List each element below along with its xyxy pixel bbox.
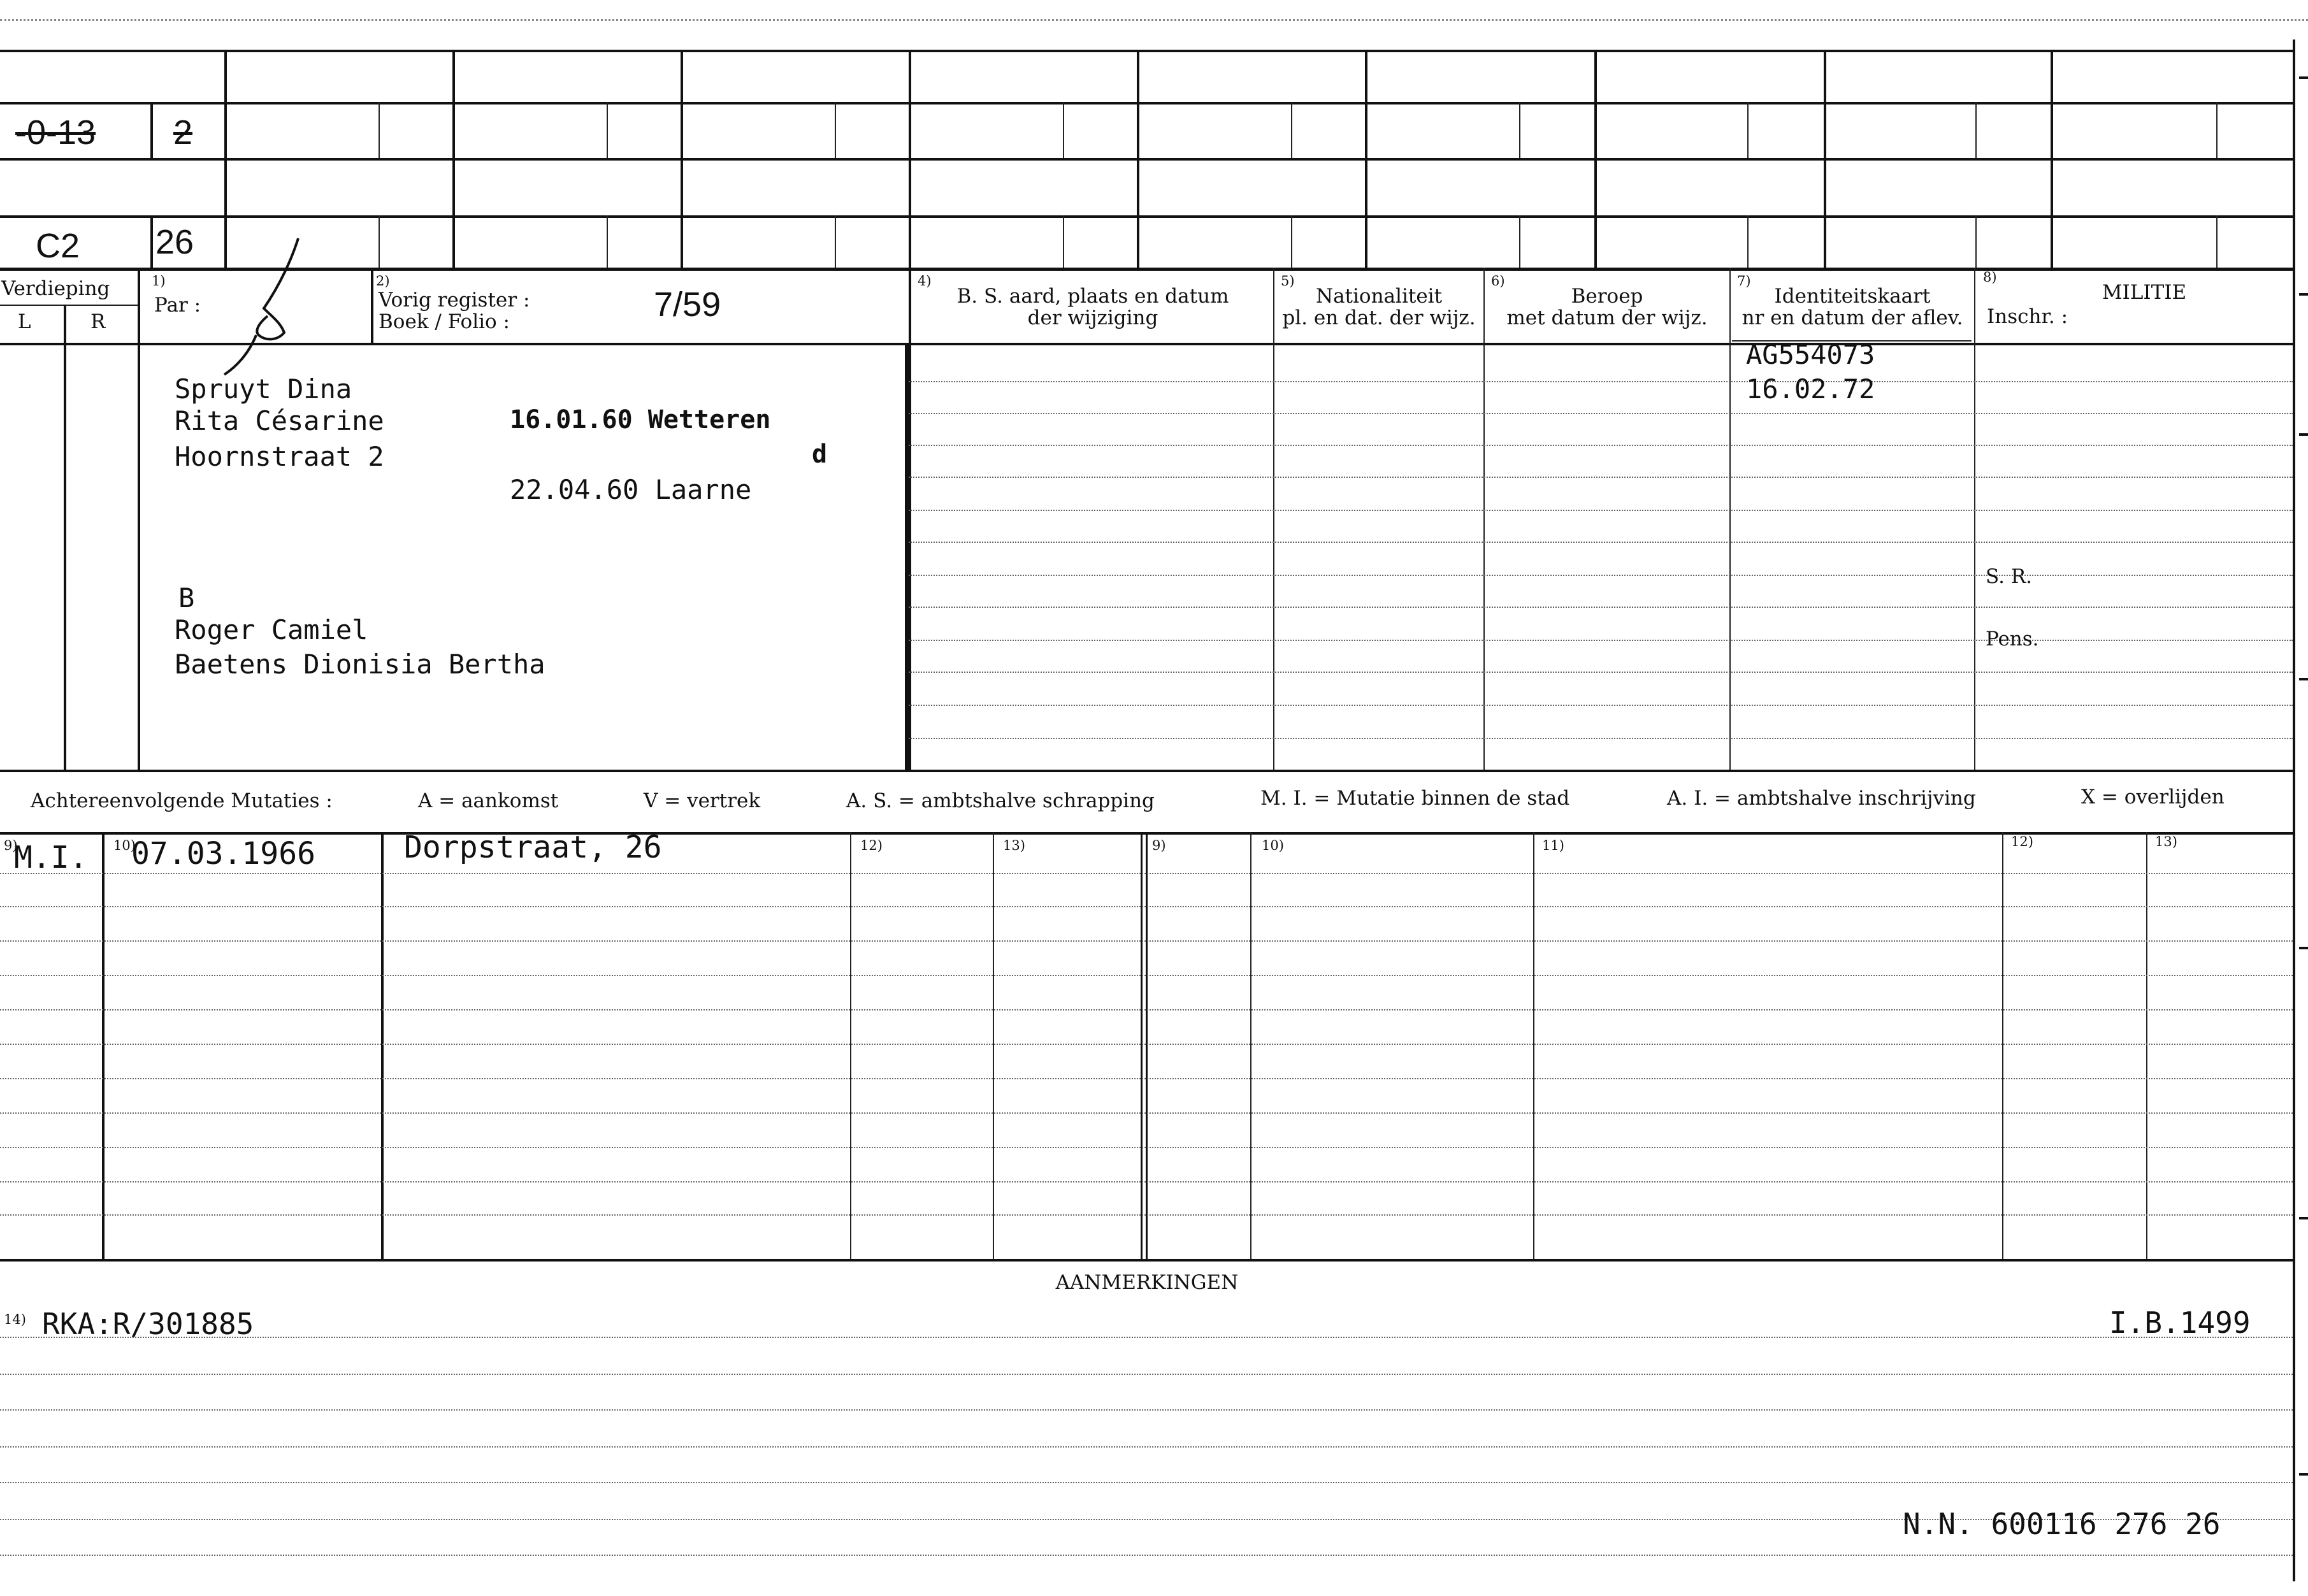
mut-ruled-line: [0, 1078, 2293, 1079]
grid-sub-vline: [2216, 215, 2218, 268]
edge-tick: [2299, 1217, 2308, 1219]
col7-label-2: nr en datum der aflev.: [1742, 306, 1963, 329]
grid-sub-vline: [1747, 215, 1749, 268]
mut-ruled-line: [0, 1214, 2293, 1216]
grid-line: [0, 50, 2294, 52]
grid-line: [0, 268, 2294, 271]
inschr-label: Inschr. :: [1987, 305, 2068, 328]
person-line-1: Spruyt Dina: [175, 373, 352, 405]
remarks-reference: RKA:R/301885: [42, 1307, 254, 1341]
right-border: [2293, 40, 2295, 1581]
verdieping-lr-divider: [64, 305, 66, 770]
edge-tick: [2299, 678, 2308, 680]
marker-d: d: [812, 440, 828, 469]
edge-tick: [2299, 947, 2308, 949]
legend-title: Achtereenvolgende Mutaties :: [31, 789, 333, 812]
col-vline: [1273, 268, 1274, 770]
grid-sub-vline: [835, 102, 836, 158]
col-vline: [138, 268, 140, 770]
mut-ruled-line: [0, 873, 2293, 874]
mut-vline: [1250, 832, 1251, 1259]
mutation-type: M.I.: [14, 840, 88, 875]
person-line-4: B: [178, 582, 195, 614]
ruled-line: [909, 607, 2293, 608]
person-line-3: Hoornstraat 2: [175, 441, 384, 472]
remarks-ruled-line: [0, 1337, 2293, 1338]
col5-number: 5): [1281, 273, 1295, 289]
col6-label-1: Beroep: [1571, 285, 1643, 308]
grid-sub-vline: [1747, 102, 1749, 158]
top-edge-line: [0, 19, 2308, 21]
legend-a: A = aankomst: [418, 789, 559, 812]
grid-sub-vline: [150, 215, 153, 268]
col-vline: [909, 268, 911, 770]
ruled-line: [909, 381, 2293, 382]
mut-vline: [850, 832, 851, 1259]
mut-col9b-number: 9): [1152, 838, 1166, 853]
ruled-line: [909, 413, 2293, 414]
mut-vline: [1533, 832, 1534, 1259]
mutation-address: Dorpstraat, 26: [404, 830, 662, 865]
col-vline: [1483, 268, 1485, 770]
mut-vline: [2146, 832, 2147, 1259]
grid-sub-vline: [1063, 102, 1064, 158]
remarks-number: 14): [4, 1312, 26, 1327]
grid-vline: [681, 50, 683, 268]
edge-tick: [2299, 433, 2308, 436]
grid-sub-vline: [1291, 102, 1292, 158]
mut-ruled-line: [0, 1147, 2293, 1148]
ruled-line: [909, 477, 2293, 478]
grid-vline: [452, 50, 455, 268]
mut-ruled-line: [0, 975, 2293, 976]
col5-label-1: Nationaliteit: [1315, 285, 1443, 308]
mut-ruled-line: [0, 1009, 2293, 1010]
col8-number: 8): [1983, 270, 1997, 285]
grid-sub-vline: [1519, 215, 1520, 268]
vorig-register-label: Vorig register :: [379, 289, 530, 312]
ruled-line: [909, 445, 2293, 446]
mut-col10b-number: 10): [1262, 838, 1284, 853]
grid-vline: [1824, 50, 1826, 268]
col-vline: [371, 268, 373, 343]
legend-as: A. S. = ambtshalve schrapping: [846, 789, 1155, 812]
remarks-ruled-line: [0, 1409, 2293, 1411]
remarks-right-code: I.B.1499: [2109, 1305, 2251, 1340]
old-block-number: -0-13: [15, 113, 96, 152]
col4-label-2: der wijziging: [1027, 306, 1158, 329]
legend-v: V = vertrek: [644, 789, 761, 812]
col6-label-2: met datum der wijz.: [1506, 306, 1708, 329]
ruled-line: [909, 510, 2293, 511]
legend-ai: A. I. = ambtshalve inschrijving: [1667, 787, 1976, 810]
legend-x: X = overlijden: [2081, 786, 2225, 809]
mut-ruled-line: [0, 1112, 2293, 1114]
mut-vline: [2002, 832, 2003, 1259]
grid-sub-vline: [150, 102, 153, 158]
ruled-line: [909, 738, 2293, 739]
mut-col13-number: 13): [1003, 838, 1025, 853]
header-bottom-line: [0, 343, 2294, 345]
grid-sub-vline: [1519, 102, 1520, 158]
grid-sub-vline: [835, 215, 836, 268]
mutation-date: 07.03.1966: [131, 836, 315, 872]
mut-vline: [1146, 832, 1148, 1259]
grid-sub-vline: [2216, 102, 2218, 158]
old-block-subnumber: 2: [173, 113, 193, 152]
second-date-place: 22.04.60 Laarne: [510, 474, 752, 505]
birth-date-place: 16.01.60 Wetteren: [510, 405, 771, 435]
verdieping-label: Verdieping: [1, 277, 110, 300]
mut-col12-number: 12): [860, 838, 883, 853]
grid-sub-vline: [607, 102, 608, 158]
verdieping-r-label: R: [90, 310, 106, 333]
grid-vline: [1365, 50, 1367, 268]
id-card-date: 16.02.72: [1746, 373, 1875, 405]
boek-folio-value: 7/59: [654, 285, 721, 324]
col1-number: 1): [152, 273, 166, 289]
mutation-bottom-line: [0, 1259, 2294, 1262]
mut-col12b-number: 12): [2011, 834, 2033, 849]
mut-col10-number: 10): [113, 838, 136, 853]
ruled-line: [909, 640, 2293, 641]
col5-label-2: pl. en dat. der wijz.: [1282, 306, 1476, 329]
grid-sub-vline: [379, 215, 380, 268]
mut-col9-number: 9): [4, 838, 18, 853]
ruled-line: [909, 672, 2293, 673]
pens-label: Pens.: [1986, 628, 2039, 651]
person-line-5: Roger Camiel: [175, 614, 368, 645]
edge-tick: [2299, 76, 2308, 79]
person-line-6: Baetens Dionisia Bertha: [175, 649, 545, 680]
col7-label-1: Identiteitskaart: [1774, 285, 1931, 308]
grid-vline: [1137, 50, 1139, 268]
remarks-ruled-line: [0, 1482, 2293, 1483]
grid-sub-vline: [1063, 215, 1064, 268]
par-handwritten-mark: [217, 233, 306, 392]
col-vline: [1974, 268, 1975, 770]
remarks-ruled-line: [0, 1446, 2293, 1448]
remarks-ruled-line: [0, 1555, 2293, 1556]
mut-vline: [993, 832, 994, 1259]
ruled-line: [909, 575, 2293, 576]
grid-vline: [1594, 50, 1597, 268]
grid-line: [0, 102, 2294, 104]
block-number: C2: [36, 227, 80, 265]
id-card-number: AG554073: [1746, 339, 1875, 370]
sr-label: S. R.: [1986, 565, 2033, 588]
edge-tick: [2299, 293, 2308, 296]
remarks-ruled-line: [0, 1374, 2293, 1375]
col4-label-1: B. S. aard, plaats en datum: [956, 285, 1229, 308]
col7-number: 7): [1737, 273, 1751, 289]
grid-line: [0, 158, 2294, 161]
col6-number: 6): [1491, 273, 1505, 289]
grid-line: [0, 215, 2294, 218]
grid-vline: [909, 50, 911, 268]
mut-ruled-line: [0, 1181, 2293, 1183]
mut-ruled-line: [0, 906, 2293, 907]
mut-vline: [1141, 832, 1143, 1259]
mut-ruled-line: [0, 940, 2293, 942]
militie-label: MILITIE: [2102, 281, 2187, 304]
verdieping-divider: [0, 305, 138, 306]
col-vline: [1729, 268, 1731, 770]
grid-sub-vline: [1975, 102, 1977, 158]
legend-mi: M. I. = Mutatie binnen de stad: [1260, 787, 1570, 810]
legend-top-line: [0, 770, 2294, 772]
edge-tick: [2299, 1473, 2308, 1476]
grid-sub-vline: [607, 215, 608, 268]
mut-vline: [102, 832, 105, 1259]
boek-folio-label: Boek / Folio :: [379, 310, 510, 333]
col2-number: 2): [376, 273, 390, 289]
mut-col13b-number: 13): [2155, 834, 2177, 849]
grid-sub-vline: [1291, 215, 1292, 268]
ruled-line: [909, 705, 2293, 706]
grid-vline: [2051, 50, 2053, 268]
national-number: N.N. 600116 276 26: [1903, 1507, 2221, 1541]
block-subnumber: 26: [155, 223, 194, 261]
mut-col11-number: 11): [1542, 838, 1564, 853]
grid-sub-vline: [379, 102, 380, 158]
col4-number: 4): [918, 273, 932, 289]
mut-ruled-line: [0, 1044, 2293, 1045]
ruled-line: [909, 542, 2293, 543]
remarks-title: AANMERKINGEN: [1055, 1271, 1239, 1294]
par-label: Par :: [154, 294, 201, 317]
mut-vline: [381, 832, 384, 1259]
grid-sub-vline: [1975, 215, 1977, 268]
person-line-2: Rita Césarine: [175, 405, 384, 436]
verdieping-l-label: L: [18, 310, 31, 333]
